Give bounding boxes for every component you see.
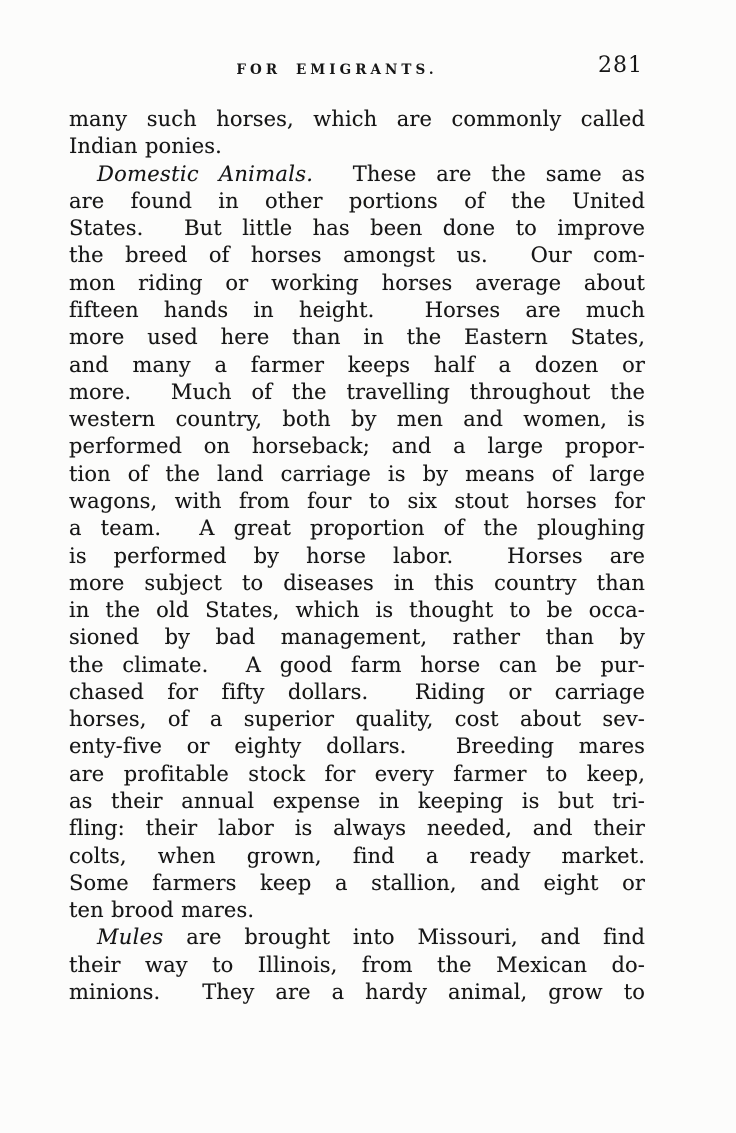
text-line xyxy=(69,133,645,160)
text-line xyxy=(69,624,645,651)
text-line xyxy=(69,870,645,897)
text-line xyxy=(69,106,645,133)
line-text: States. But little has been done to improve xyxy=(69,216,645,241)
line-text: the climate. A good farm horse can be pur- xyxy=(69,652,645,677)
text-line xyxy=(69,570,645,597)
line-text: ten brood mares. xyxy=(69,898,255,923)
line-text: are brought into Missouri, and find xyxy=(163,925,645,950)
page-body xyxy=(69,106,645,1006)
text-line xyxy=(69,543,645,570)
line-text: western country, both by men and women, is xyxy=(69,407,645,432)
line-text: Some farmers keep a stallion, and eight or xyxy=(69,870,645,895)
text-line xyxy=(69,161,645,188)
text-line xyxy=(69,515,645,542)
text-line xyxy=(69,924,645,951)
italic-lead: Mules xyxy=(97,925,164,950)
text-line xyxy=(69,761,645,788)
line-text: are found in other portions of the United xyxy=(69,188,645,213)
running-title: FOR EMIGRANTS. xyxy=(236,62,438,78)
italic-lead: Domestic Animals. xyxy=(97,161,314,186)
text-line xyxy=(69,406,645,433)
text-line xyxy=(69,843,645,870)
line-text: tion of the land carriage is by means of large xyxy=(69,461,645,486)
text-line xyxy=(69,897,645,924)
line-text: the breed of horses amongst us. Our com- xyxy=(69,243,645,268)
line-text: as their annual expense in keeping is but tri- xyxy=(69,789,645,814)
text-line xyxy=(69,215,645,242)
text-line xyxy=(69,352,645,379)
line-text: more. Much of the travelling throughout the xyxy=(69,379,645,404)
line-text: more used here than in the Eastern States, xyxy=(69,325,645,350)
line-text: fling: their labor is always needed, and their xyxy=(69,816,645,841)
page-number: 281 xyxy=(598,53,643,78)
text-line xyxy=(69,706,645,733)
text-line xyxy=(69,433,645,460)
text-line xyxy=(69,788,645,815)
line-text: chased for fifty dollars. Riding or carriage xyxy=(69,679,645,704)
text-line xyxy=(69,461,645,488)
line-text: These are the same as xyxy=(313,161,645,186)
line-text: minions. They are a hardy animal, grow to xyxy=(69,980,645,1004)
line-text: colts, when grown, find a ready market. xyxy=(69,843,645,868)
text-line xyxy=(69,597,645,624)
line-text: wagons, with from four to six stout horses for xyxy=(69,488,645,513)
line-text: enty-five or eighty dollars. Breeding mares xyxy=(69,734,645,759)
line-text: Indian ponies. xyxy=(69,134,222,159)
page-header xyxy=(69,53,645,84)
line-text: in the old States, which is thought to be occa- xyxy=(69,598,645,623)
text-line xyxy=(69,242,645,269)
text-line xyxy=(69,979,645,1006)
text-line xyxy=(69,297,645,324)
line-text: mon riding or working horses average about xyxy=(69,270,645,295)
text-line xyxy=(69,488,645,515)
line-text: more subject to diseases in this country than xyxy=(69,570,645,595)
text-line xyxy=(69,652,645,679)
line-text: and many a farmer keeps half a dozen or xyxy=(69,352,645,377)
text-line xyxy=(69,952,645,979)
text-line xyxy=(69,270,645,297)
text-line xyxy=(69,733,645,760)
line-text: fifteen hands in height. Horses are much xyxy=(69,297,645,322)
line-text: horses, of a superior quality, cost about sev- xyxy=(69,707,645,732)
text-line xyxy=(69,679,645,706)
line-text: many such horses, which are commonly called xyxy=(69,107,645,131)
line-text: a team. A great proportion of the ploughing xyxy=(69,516,645,541)
text-line xyxy=(69,379,645,406)
line-text: their way to Illinois, from the Mexican do- xyxy=(69,952,645,977)
text-line xyxy=(69,324,645,351)
line-text: are profitable stock for every farmer to keep, xyxy=(69,761,645,786)
text-line xyxy=(69,815,645,842)
text-line xyxy=(69,188,645,215)
line-text: is performed by horse labor. Horses are xyxy=(69,543,645,568)
line-text: sioned by bad management, rather than by xyxy=(69,625,645,650)
line-text: performed on horseback; and a large propor- xyxy=(69,434,645,459)
